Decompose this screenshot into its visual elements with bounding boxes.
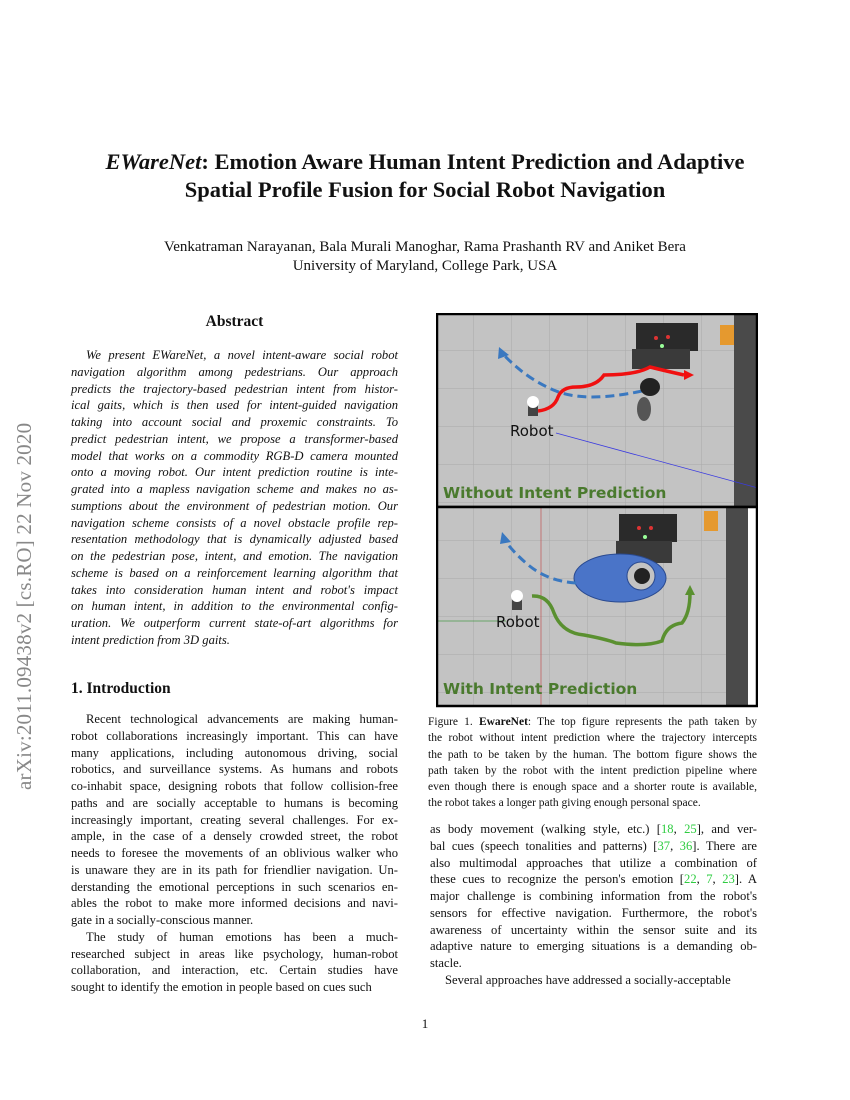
text-line bbox=[430, 888, 757, 905]
text-segment: , bbox=[696, 872, 707, 887]
text-segment: , bbox=[673, 822, 685, 836]
text-segment: , bbox=[712, 872, 723, 887]
text-line: paths and are socially acceptable to humans is becoming bbox=[71, 795, 398, 810]
figure-1 bbox=[436, 313, 758, 708]
caption-text: the path to be taken by the human. The bottom figure shows the bbox=[428, 748, 757, 761]
caption-line bbox=[428, 795, 757, 811]
text-line: is unaware they are in its path for friendlier navigation. Un- bbox=[71, 862, 398, 877]
text-line: taking into account social and proxemic constraints. To bbox=[71, 415, 398, 429]
text-segment: sensors for effective navigation. Furthermore, the robot's bbox=[430, 905, 757, 920]
figure-number: Figure 1. bbox=[428, 716, 479, 728]
authors: Venkatraman Narayanan, Bala Murali Manoghar, Rama Prashanth RV and Aniket Bera bbox=[164, 239, 686, 255]
text-line bbox=[430, 821, 757, 838]
text-line: needs to foresee the movements of an oblivious walker who bbox=[71, 846, 398, 860]
text-line: robotics, and surveillance systems. As humans and robots bbox=[71, 762, 398, 777]
text-line: We present EWareNet, a novel intent-aware social robot bbox=[86, 348, 398, 362]
citation-link[interactable]: 7 bbox=[706, 872, 713, 887]
robot-label-bottom: Robot bbox=[496, 613, 540, 631]
text-line: derstanding the emotional perceptions in such scenarios en- bbox=[71, 879, 398, 894]
arxiv-identifier: arXiv:2011.09438v2 [cs.RO] 22 Nov 2020 bbox=[12, 422, 36, 790]
text-segment: also multimodal approaches that utilize a combination of bbox=[430, 855, 757, 870]
intro-heading: 1. Introduction bbox=[71, 680, 171, 697]
citation-link[interactable]: 36 bbox=[679, 838, 693, 853]
text-line: sumptions about the environment of pedestrian motion. Our bbox=[71, 498, 398, 513]
intro-body bbox=[71, 711, 398, 996]
wall bbox=[734, 314, 756, 507]
robot-label-top: Robot bbox=[510, 422, 554, 440]
abstract-body bbox=[71, 347, 398, 649]
text-segment: stacle. bbox=[430, 956, 462, 970]
citation-link[interactable]: 18 bbox=[660, 822, 674, 836]
text-line: predict pedestrian intent, we propose a transformer-based bbox=[71, 431, 398, 446]
text-line: navigation algorithm among pedestrians. Our approach bbox=[71, 364, 398, 379]
text-line: Recent technological advancements are making human- bbox=[86, 712, 398, 726]
right-column-body bbox=[430, 821, 757, 989]
text-segment: ], and ver- bbox=[696, 822, 757, 836]
text-line bbox=[430, 905, 757, 922]
text-line: resentation methodology that is dynamically adjusted based bbox=[71, 532, 398, 547]
abstract-heading: Abstract bbox=[205, 313, 264, 330]
text-line: navigation scheme consists of a novel obstacle profile rep- bbox=[71, 515, 398, 530]
caption-text: even though there is enough space and a shorter route is available, bbox=[428, 781, 757, 794]
without-intent-label: Without Intent Prediction bbox=[443, 484, 667, 502]
text-segment: , bbox=[670, 838, 680, 853]
text-segment: Several approaches have addressed a socially-acceptable bbox=[445, 972, 731, 987]
paper-title-line2: Spatial Profile Fusion for Social Robot Navigation bbox=[184, 177, 666, 202]
paper-title-rest: : Emotion Aware Human Intent Prediction and Adaptive bbox=[201, 149, 745, 174]
caption-line bbox=[428, 747, 757, 763]
pedestrian-top bbox=[640, 378, 660, 396]
text-line: The study of human emotions has been a much- bbox=[86, 929, 398, 944]
text-line: onto a moving robot. Our intent prediction routine is inte- bbox=[71, 465, 398, 480]
chair bbox=[720, 325, 734, 345]
text-line: scheme is based on a reinforcement learning algorithm that bbox=[71, 565, 398, 580]
text-line bbox=[430, 838, 757, 855]
text-segment: major challenge is combining information from the robot's bbox=[430, 889, 757, 903]
text-line: robot collaborations increasingly important. This can have bbox=[71, 728, 398, 743]
text-segment: adaptive nature to emerging situations is a demanding ob- bbox=[430, 939, 757, 954]
text-line: predicts the trajectory-based pedestrian intent from histor- bbox=[71, 381, 398, 396]
text-line: co-inhabit space, designing robots that follow collision-free bbox=[71, 779, 398, 793]
caption-line bbox=[428, 779, 757, 795]
caption-line bbox=[428, 730, 757, 746]
text-line bbox=[430, 855, 757, 872]
text-segment: these cues to recognize the person's emotion [ bbox=[430, 872, 685, 887]
text-segment: ]. There are bbox=[692, 838, 758, 853]
caption-text: the robot without intent prediction where the trajectory intercepts bbox=[428, 732, 757, 745]
text-segment: awareness of uncertainty within the sensor suite and its bbox=[430, 922, 757, 937]
text-line: increasingly important, creating several challenges. For ex- bbox=[71, 812, 398, 827]
caption-text: the robot takes a longer path giving enough personal space. bbox=[428, 797, 701, 810]
text-line: intent prediction from 3D gaits. bbox=[71, 632, 230, 647]
text-line: collaboration, and interaction, etc. Certain studies have bbox=[71, 963, 398, 978]
text-line bbox=[430, 922, 757, 939]
text-line: ample, in the case of a densely crowded street, the robot bbox=[71, 829, 398, 844]
top-panel bbox=[437, 314, 758, 507]
citation-link[interactable]: 37 bbox=[657, 838, 671, 853]
text-line bbox=[430, 938, 757, 955]
figure-caption bbox=[428, 714, 757, 812]
citation-link[interactable]: 23 bbox=[722, 872, 735, 887]
text-line bbox=[430, 871, 757, 888]
text-line: model that works on a commodity RGB-D camera mounted bbox=[71, 448, 398, 463]
text-line: on human intent, in addition to the environmental config- bbox=[71, 599, 398, 614]
citation-link[interactable]: 25 bbox=[684, 822, 697, 836]
caption-line bbox=[428, 714, 757, 730]
figure-image bbox=[436, 313, 758, 708]
text-line: many applications, including autonomous driving, social bbox=[71, 745, 398, 760]
text-segment: as body movement (walking style, etc.) [ bbox=[430, 822, 661, 836]
page-number: 1 bbox=[421, 1016, 429, 1031]
text-line: ical gaits, which is then used for intent-guided navigation bbox=[71, 398, 398, 413]
citation-link[interactable]: 22 bbox=[684, 872, 697, 887]
text-line bbox=[430, 955, 757, 972]
text-line: takes into consideration human intent and robot's impact bbox=[71, 582, 398, 597]
paper-title-line1 bbox=[0, 148, 850, 176]
text-line bbox=[430, 972, 757, 989]
caption-line bbox=[428, 763, 757, 779]
figure-name: EwareNet bbox=[478, 716, 528, 728]
text-line: researched subject in areas like psychology, human-robot bbox=[71, 946, 398, 961]
text-line: sought to identify the emotion in people based on cues such bbox=[71, 980, 372, 994]
text-line: uration. We outperform current state-of-art algorithms for bbox=[71, 616, 398, 630]
paper-title-name: EWareNet bbox=[105, 149, 202, 174]
text-segment: bal cues (speech tonalities and patterns) [ bbox=[430, 838, 658, 853]
caption-text: : The top figure represents the path taken by bbox=[527, 716, 757, 728]
text-line: ables the robot to make more informed decisions and navi- bbox=[71, 896, 398, 911]
text-line: gate in a socially-conscious manner. bbox=[71, 913, 254, 927]
bottom-panel bbox=[437, 507, 757, 706]
text-line: on the pedestrian pose, intent, and emotion. The navigation bbox=[71, 549, 398, 563]
with-intent-label: With Intent Prediction bbox=[443, 680, 638, 698]
text-line: grated into a mapless navigation scheme and makes no as- bbox=[71, 482, 398, 496]
affiliation: University of Maryland, College Park, USA bbox=[292, 258, 558, 274]
text-segment: ]. A bbox=[734, 872, 758, 887]
caption-text: path taken by the robot with the intent prediction pipeline where bbox=[428, 764, 757, 777]
